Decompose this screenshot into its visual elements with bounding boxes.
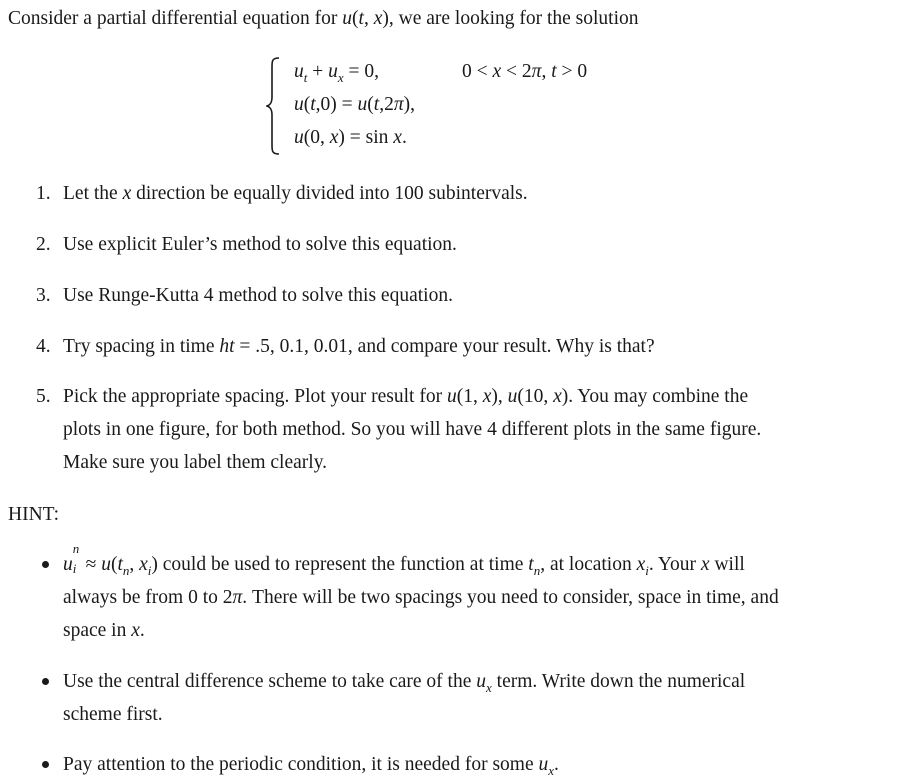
list-item-number: 1.: [36, 183, 51, 204]
intro-paragraph: Consider a partial differential equation for u(t, x), we are looking for the solution: [8, 8, 639, 29]
list-item: 1. Let the x direction be equally divided into 100 subintervals.: [63, 177, 883, 210]
bullet-icon: [42, 678, 49, 685]
hint-heading: HINT:: [8, 504, 60, 525]
list-item-number: 5.: [36, 386, 51, 407]
pde-domain: 0 < x < 2π, t > 0: [462, 61, 588, 82]
list-item: u n i ≈ $u(t_n$, $x_i$) could be used to represent the function at time $t_n$, at location $x_i$. Your x will always be from 0 to 2π. There will be two spacings you need to consider, space in time, and space in x.: [63, 548, 883, 647]
bullet-icon: [42, 561, 49, 568]
bullet-icon: [42, 761, 49, 768]
boundary-condition: u(t,0) = u(t,2π),: [294, 94, 415, 115]
intro-text-a: Consider a partial differential equation for: [8, 8, 343, 29]
list-item-number: 4.: [36, 336, 51, 357]
intro-function-symbol: u: [342, 8, 353, 29]
list-item: Pay attention to the periodic condition, it is needed for some $u_x$.: [63, 748, 883, 781]
list-item: [36, 228, 883, 261]
list-item: 5. Pick the appropriate spacing. Plot your result for u(1, x), u(10, x). You may combine the plots in one figure, for both method. So you will have 4 different plots in the same figure. Make sure you label them clearly.: [63, 380, 883, 479]
initial-condition: u(0, x) = sin x.: [294, 127, 407, 148]
list-item-number: 3.: [36, 285, 51, 306]
list-item: 4. Try spacing in time ht = .5, 0.1, 0.01, and compare your result. Why is that?: [63, 330, 883, 363]
left-brace-icon: [266, 57, 282, 155]
list-item: Use the central difference scheme to take care of the $u_x$ term. Write down the numerical scheme first.: [63, 665, 883, 731]
list-item-text: Use explicit Euler’s method to solve this equation.: [63, 234, 457, 255]
list-item: [36, 279, 883, 312]
pde-equation: $u_t + u_x = 0$,: [294, 61, 380, 85]
pde-system: [266, 57, 626, 155]
intro-text-b: , we are looking for the solution: [388, 8, 639, 29]
list-item-number: 2.: [36, 234, 51, 255]
list-item-text: Use Runge-Kutta 4 method to solve this equation.: [63, 285, 453, 306]
